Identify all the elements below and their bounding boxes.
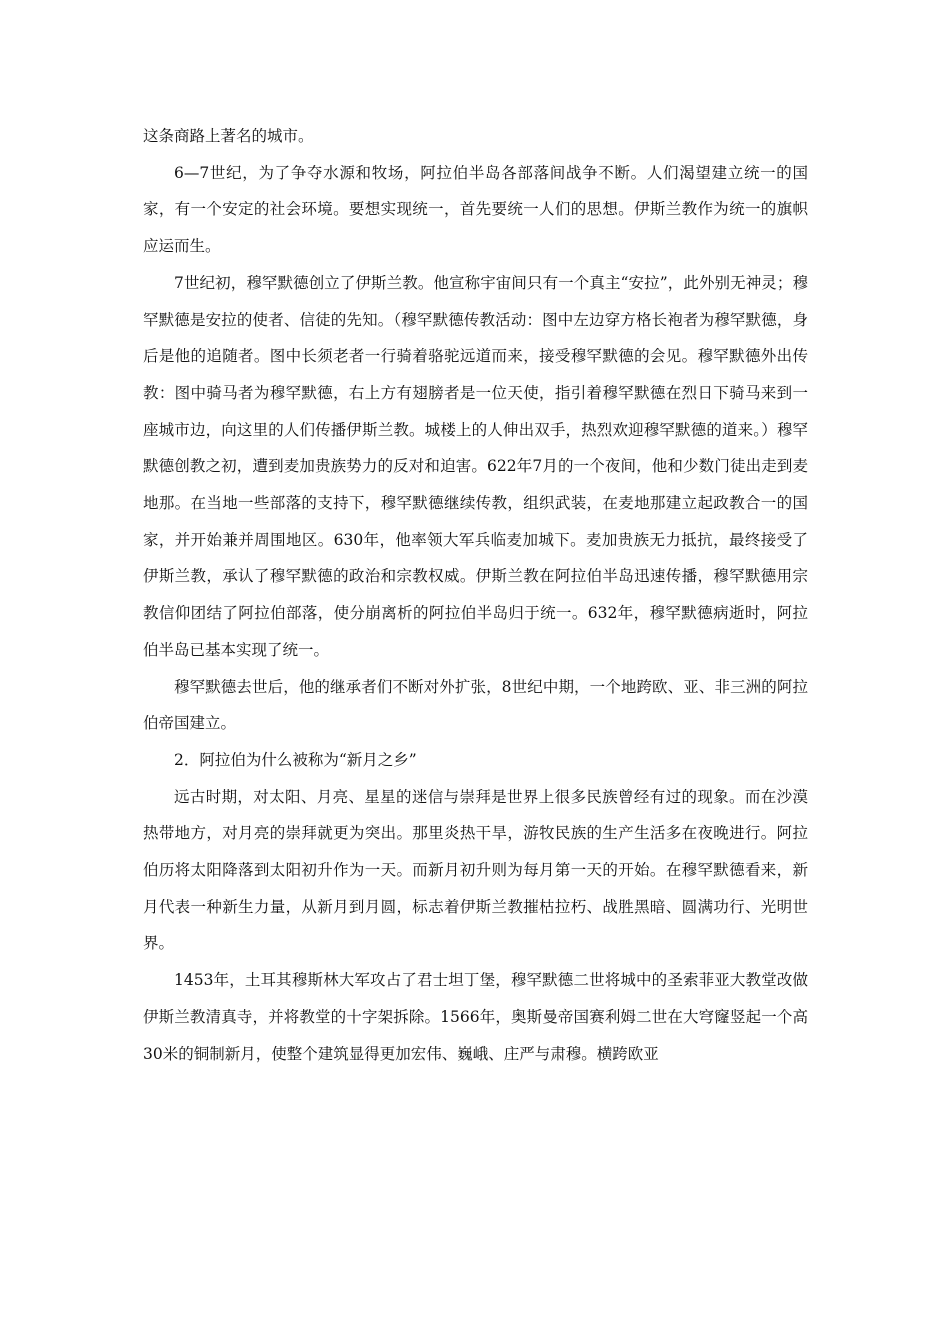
paragraph-arab-empire: 穆罕默德去世后，他的继承者们不断对外扩张，8世纪中期，一个地跨欧、亚、非三洲的阿拉伯帝国建立。 (143, 677, 808, 733)
paragraph-continuation: 这条商路上著名的城市。 (143, 127, 314, 145)
section-heading-crescent: 2．阿拉伯为什么被称为“新月之乡” (174, 750, 417, 769)
document-body (143, 118, 808, 1072)
paragraph-muhammad-founding: 7世纪初，穆罕默德创立了伊斯兰教。他宣称宇宙间只有一个真主“安拉”，此外别无神灵；穆罕默德是安拉的使者、信徒的先知。（穆罕默德传教活动：图中左边穿方格长袍者为穆罕默德，身后是他的追随者。图中长须老者一行骑着骆驼远道而来，接受穆罕默德的会见。穆罕默德外出传教：图中骑马者为穆罕默德，右上方有翅膀者是一位天使，指引着穆罕默德在烈日下骑马来到一座城市边，向这里的人们传播伊斯兰教。城楼上的人伸出双手，热烈欢迎穆罕默德的道来。）穆罕默德创教之初，遭到麦加贵族势力的反对和迫害。622年7月的一个夜间，他和少数门徒出走到麦地那。在当地一些部落的支持下，穆罕默德继续传教，组织武装，在麦地那建立起政教合一的国家，并开始兼并周围地区。630年，他率领大军兵临麦加城下。麦加贵族无力抵抗，最终接受了伊斯兰教，承认了穆罕默德的政治和宗教权威。伊斯兰教在阿拉伯半岛迅速传播，穆罕默德用宗教信仰团结了阿拉伯部落，使分崩离析的阿拉伯半岛归于统一。632年，穆罕默德病逝时，阿拉伯半岛已基本实现了统一。 (143, 273, 808, 659)
paragraph-moon-worship: 远古时期，对太阳、月亮、星星的迷信与崇拜是世界上很多民族曾经有过的现象。而在沙漠热带地方，对月亮的崇拜就更为突出。那里炎热干旱，游牧民族的生产生活多在夜晚进行。阿拉伯历将太阳降落到太阳初升作为一天。而新月初升则为每月第一天的开始。在穆罕默德看来，新月代表一种新生力量，从新月到月圆，标志着伊斯兰教摧枯拉朽、战胜黑暗、圆满功行、光明世界。 (143, 787, 808, 953)
paragraph-hagia-sophia: 1453年，土耳其穆斯林大军攻占了君士坦丁堡，穆罕默德二世将城中的圣索菲亚大教堂改做伊斯兰教清真寺，并将教堂的十字架拆除。1566年，奥斯曼帝国赛利姆二世在大穹窿竖起一个高30米的铜制新月，使整个建筑显得更加宏伟、巍峨、庄严与肃穆。横跨欧亚 (143, 971, 808, 1063)
paragraph-tribal-wars: 6—7世纪，为了争夺水源和牧场，阿拉伯半岛各部落间战争不断。人们渴望建立统一的国家，有一个安定的社会环境。要想实现统一，首先要统一人们的思想。伊斯兰教作为统一的旗帜应运而生。 (143, 163, 808, 256)
